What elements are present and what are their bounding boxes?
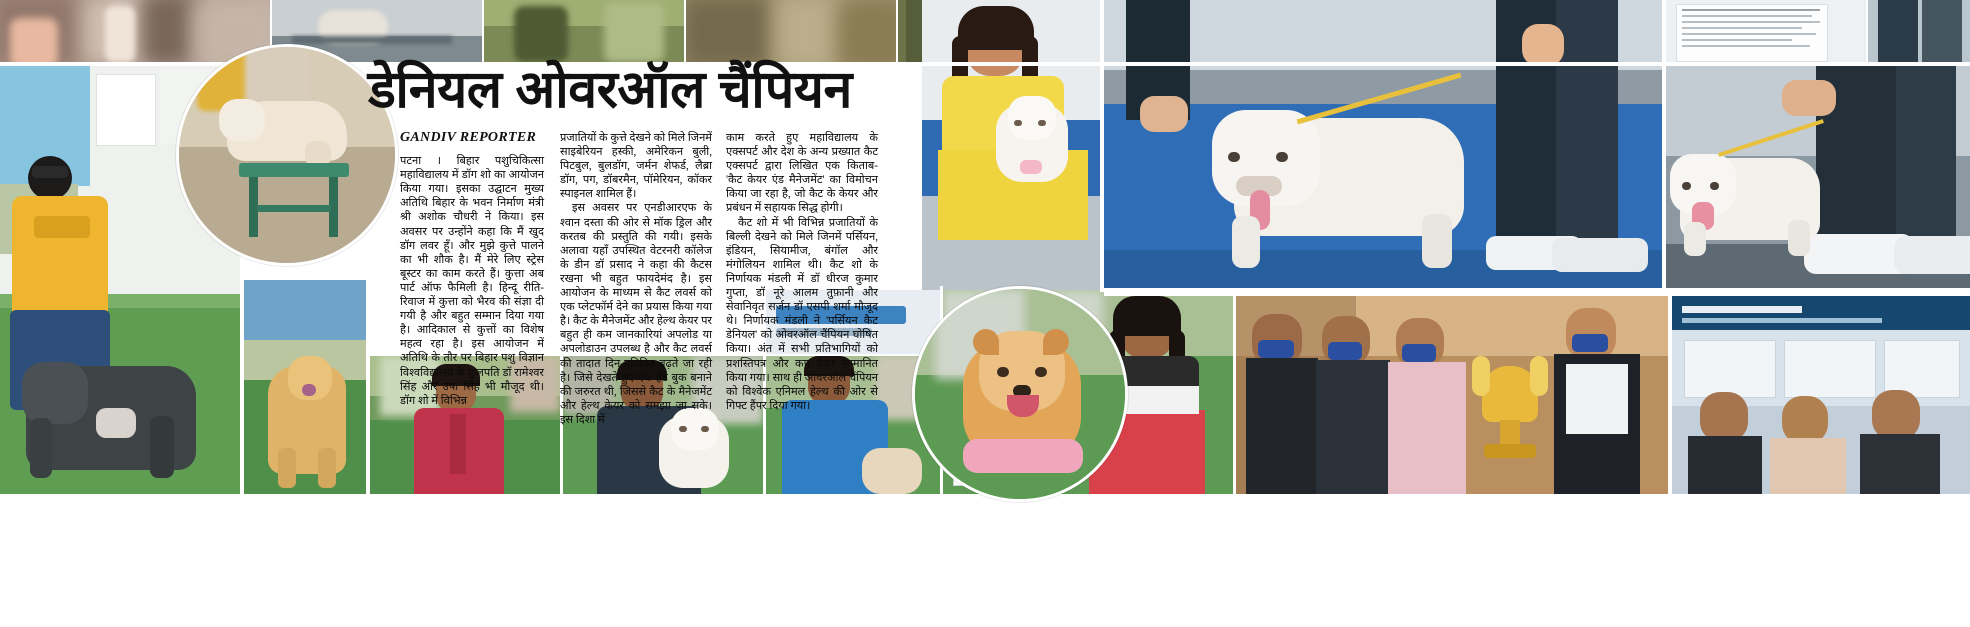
article-paragraph: इस अवसर पर एनडीआरएफ के श्वान दस्ता की ओर से मॉक ड्रिल और करतब की प्रस्तुति की गयी। इसके अलावा यहाँ उपस्थित वेटरनरी कॉलेज के डीन डॉ प्रसाद ने कहा की कैटस रखना भी बहुत फायदेमंद है। इस आयोजन के माध्यम से कैट लवर्स को एक प्लेटफॉर्म देने का प्रयास किया गया है। कैट के मैनेजमेंट और हेल्थ केयर पर बहुत ही कम जानकारियां अपलोड या अपलोडाउन उपलब्ध है और कैट लवर्स की तादात दिन-प्रतिदिन बढ़ते जा रही है। जिसे देखते हुए एक हैंड बुक बनाने की जरुरत थी, जिससे कैट के मैनेजमेंट और हेल्थ केयर को समझा जा सके। इस दिशा में [560, 202, 712, 426]
gutter-horizontal [0, 494, 1970, 627]
golden-retriever-photo [244, 280, 366, 494]
pomeranian-circle-photo [912, 286, 1128, 502]
article-paragraph: कैट शो में भी विभिन्न प्रजातियों के बिल्ली देखने को मिले जिनमें पर्सियन, इंडियन, सियामीज, बंगॉल और मंगोलियन शामिल थी। कैट शो के निर्णायक मंडली में डॉ धीरज कुमार गुप्ता, डॉ नूरे आलम तुफ़ानी और सेवानिवृत सर्जन डॉ एसपी शर्मा मौजूद थे। निर्णायक मंडली ने 'पर्सियन कैट डेनियल' को ओवरऑल चैंपियन घोषित किया। अंत में सभी प्रतिभागियों को प्रशस्तिपत्र और कप देकर सम्मानित किया गया। साथ ही ओवरऑल चैंपियन को विश्वेक एनिमल हेल्थ की ओर से गिफ्ट हैंपर दिया गया। [726, 216, 878, 412]
gutter-vertical [1100, 0, 1104, 292]
byline: GANDIV REPORTER [400, 130, 537, 145]
woman-holding-persian-cat-photo [922, 0, 1102, 290]
dog-on-stool-circle-photo [176, 44, 398, 266]
blurred-crowd-photo [686, 0, 896, 62]
event-banner-photo [1672, 296, 1970, 494]
handler-with-dog-right-photo [1666, 66, 1970, 292]
page-title: डेनियल ओवरऑल चैंपियन [368, 61, 852, 119]
article-column-1 [400, 131, 544, 408]
article-paragraph: प्रजातियों के कुत्ते देखने को मिले जिनमें साइबेरियन हस्की, अमेरिकन बुली, पिटबुल, बुलडॉग, जर्मन शेफर्ड, लैब्रा डॉग, पग, डॉबरमैन, पॉमेरियन, कॉकर स्पाइनल शामिल हैं। [560, 132, 712, 201]
olive-field-photo [484, 0, 684, 62]
gutter-vertical [366, 270, 370, 494]
gutter-vertical [1668, 292, 1672, 494]
article-paragraph: काम करते हुए महाविद्यालय के एक्सपर्ट और देश के अन्य प्रख्यात कैट एक्सपर्ट द्वारा लिखित एक किताब- 'कैट केयर एंड मैनेजमेंट' का विमोचन किया जा रहा है, जो कैट के केयर और प्रबंधन में सहायक सिद्ध होगी। [726, 132, 878, 215]
book-document-photo [1666, 0, 1864, 64]
article-column-2 [560, 131, 712, 427]
white-bulldog-on-blue-mat-photo [1104, 0, 1664, 292]
gutter-horizontal [1104, 288, 1970, 296]
article-paragraph: पटना । बिहार पशुचिकित्सा महाविद्यालय में डॉग शो का आयोजन किया गया। इसका उद्घाटन मुख्य अतिथि बिहार के भवन निर्माण मंत्री श्री अशोक चौधरी ने किया। इस अवसर पर उन्होंने कहा कि मैं खुद डॉग लवर हूँ। और मुझे कुत्ते पालने का भी शौक है। मैं मेरे लिए स्ट्रेस बूस्टर का काम करते हैं। कुत्ता अब पार्ट ऑफ फैमिली है। हिन्दू रीति-रिवाज में कुत्ता को भैरव की संज्ञा दी गयी है और बहुत सम्मान दिया गया है। आदिकाल से कुत्तों का विशेष महत्व रहा है। इस आयोजन में अतिथि के तौर पर बिहार पशु विज्ञान विश्वविद्यालय के कुलपति डॉ रामेश्वर सिंह और उषा सिंह भी मौजूद थी। डॉग शो में विभिन्न [400, 155, 544, 407]
handler-legs-photo [1868, 0, 1970, 62]
award-ceremony-photo [1236, 296, 1668, 494]
article-column-3 [726, 131, 878, 413]
gutter-vertical [1233, 292, 1236, 494]
gutter-vertical [1662, 0, 1666, 292]
